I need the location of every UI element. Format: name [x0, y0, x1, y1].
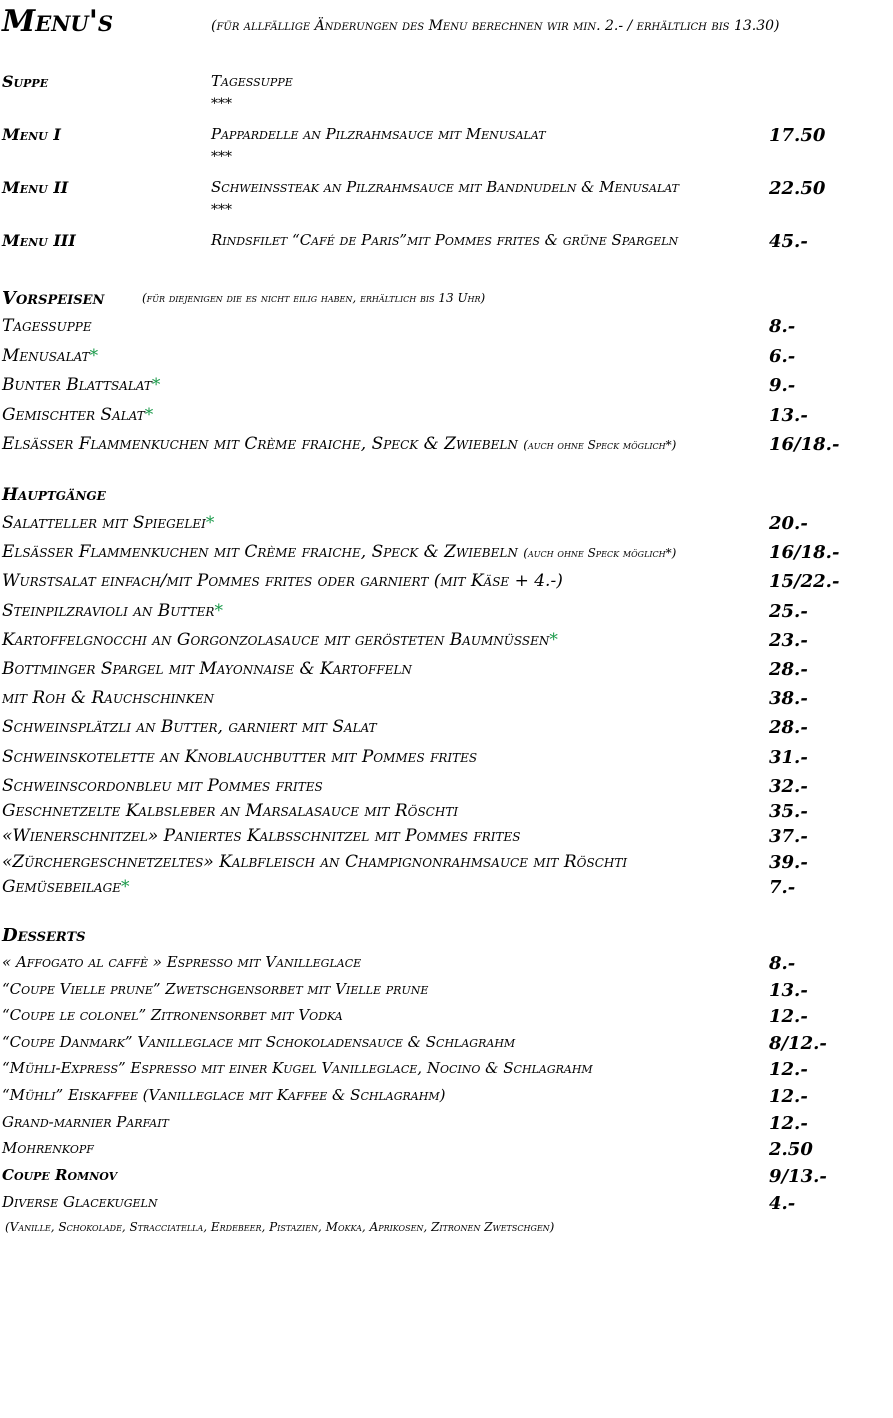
hauptgang-name — [2, 542, 676, 562]
vorspeise-price: 8.- — [769, 316, 796, 337]
vorspeise-name — [2, 346, 98, 366]
vegetarian-star: * — [549, 630, 558, 650]
vorspeise-name-text: Menusalat — [2, 345, 90, 366]
menu-label: Suppe — [2, 72, 49, 91]
desserts-heading: Desserts — [2, 925, 86, 946]
hauptgang-price: 20.- — [769, 513, 808, 534]
vegetarian-star: * — [89, 345, 99, 366]
hauptgang-price: 15/22.- — [769, 571, 840, 592]
vorspeise-price: 6.- — [769, 345, 796, 367]
dessert-price: 12.- — [769, 1113, 808, 1134]
hauptgang-name-text: Steinpilzravioli an Butter — [2, 601, 215, 621]
dessert-name-text: “Mühli” Eiskaffee (Vanilleglace mit Kaffee & Schlagrahm) — [2, 1086, 446, 1104]
vorspeise-name — [2, 434, 676, 454]
dessert-price: 12.- — [769, 1006, 808, 1027]
vorspeise-name-text: Elsässer Flammenkuchen mit Crème fraiche, Speck & Zwiebeln — [2, 434, 518, 454]
dessert-name — [2, 980, 428, 998]
vegetarian-star: * — [151, 375, 161, 395]
menu-dish: Schweinssteak an Pilzrahmsauce mit Bandnudeln & Menusalat — [211, 178, 679, 196]
hauptgang-name-text: Bottminger Spargel mit Mayonnaise & Kartoffeln — [2, 659, 412, 679]
menu-label: Menu I — [2, 125, 61, 144]
dessert-footnote: (Vanille, Schokolade, Stracciatella, Erdebeer, Pistazien, Mokka, Aprikosen, Zitronen Zwetschgen) — [5, 1220, 555, 1234]
dessert-name — [2, 1139, 94, 1157]
dessert-price: 2.50 — [769, 1139, 813, 1160]
vorspeise-name — [2, 405, 153, 425]
hauptgang-name — [2, 747, 477, 767]
hauptgang-name-text: Schweinsplätzli an Butter, garniert mit Salat — [2, 717, 377, 737]
hauptgang-name-text: Schweinscordonbleu mit Pommes frites — [2, 776, 323, 796]
vorspeise-price: 16/18.- — [769, 434, 840, 455]
dessert-name — [2, 1193, 157, 1211]
hauptgang-name — [2, 717, 377, 737]
dessert-name-text: Coupe Romnov — [2, 1166, 118, 1184]
menu-label: Menu III — [2, 231, 76, 250]
vorspeise-name-text: Tagessuppe — [2, 316, 92, 336]
vegetarian-star: * — [144, 404, 154, 425]
hauptgang-name-text: Salatteller mit Spiegelei — [2, 513, 206, 533]
hauptgang-price: 37.- — [769, 826, 808, 847]
vorspeise-price: 13.- — [769, 404, 808, 426]
hauptgang-price: 38.- — [769, 688, 808, 709]
hauptgang-name-text: Schweinskotelette an Knoblauchbutter mit Pommes frites — [2, 747, 478, 767]
hauptgang-name-text: Kartoffelgnocchi an Gorgonzolasauce mit gerösteten Baumnüssen — [2, 630, 550, 650]
vorspeise-name — [2, 375, 160, 395]
menu-price: 45.- — [769, 231, 808, 252]
dessert-name-text: “Coupe le colonel” Zitronensorbet mit Vodka — [2, 1006, 343, 1024]
hauptgang-name — [2, 571, 563, 591]
hauptgang-extra: (auch ohne Speck möglich*) — [523, 546, 677, 560]
hauptgang-name — [2, 877, 130, 897]
dessert-name-text: Diverse Glacekugeln — [2, 1193, 158, 1211]
menu-label: Menu II — [2, 178, 69, 197]
vegetarian-star: * — [121, 877, 130, 897]
dessert-name-text: “Coupe Vielle prune” Zwetschgensorbet mit Vielle prune — [2, 980, 429, 998]
hauptgaenge-heading: Hauptgänge — [2, 485, 106, 505]
hauptgang-price: 16/18.- — [769, 542, 840, 563]
hauptgang-name-text: mit Roh & Rauchschinken — [2, 688, 215, 708]
hauptgang-price: 39.- — [769, 852, 808, 873]
hauptgang-price: 35.- — [769, 801, 808, 822]
hauptgang-name — [2, 801, 458, 821]
page-title: Menu's — [2, 4, 114, 39]
menu-dish: Rindsfilet “Café de Paris”mit Pommes frites & grüne Spargeln — [211, 231, 679, 249]
dessert-name-text: Grand-marnier Parfait — [2, 1113, 169, 1131]
hauptgang-name — [2, 852, 627, 872]
hauptgang-name — [2, 659, 412, 679]
hauptgang-price: 31.- — [769, 747, 808, 768]
dessert-price: 13.- — [769, 980, 808, 1001]
hauptgang-price: 25.- — [769, 601, 808, 622]
hauptgang-name-text: «Wienerschnitzel» Paniertes Kalbsschnitzel mit Pommes frites — [2, 826, 521, 846]
vorspeise-name-text: Gemischter Salat — [2, 404, 145, 425]
hauptgang-name-text: «Zürchergeschnetzeltes» Kalbfleisch an Champignonrahmsauce mit Röschti — [2, 852, 628, 872]
hauptgang-name — [2, 513, 214, 533]
hauptgang-price: 28.- — [769, 659, 808, 680]
dessert-name — [2, 1033, 515, 1051]
menu-separator: *** — [211, 96, 232, 112]
menu-dish: Pappardelle an Pilzrahmsauce mit Menusalat — [211, 125, 546, 143]
hauptgang-name — [2, 688, 214, 708]
hauptgang-name — [2, 601, 223, 621]
vorspeisen-heading: Vorspeisen — [2, 288, 105, 309]
dessert-name-text: Mohrenkopf — [2, 1139, 94, 1157]
dessert-name-text: “Mühli-Express” Espresso mit einer Kugel Vanilleglace, Nocino & Schlagrahm — [2, 1059, 593, 1077]
hauptgang-price: 32.- — [769, 776, 808, 797]
dessert-name — [2, 1113, 169, 1131]
menu-separator: *** — [211, 149, 232, 165]
dessert-name — [2, 1059, 593, 1077]
menu-separator: *** — [211, 202, 232, 218]
dessert-price: 12.- — [769, 1059, 808, 1080]
dessert-price: 12.- — [769, 1086, 808, 1107]
menu-price: 17.50 — [769, 125, 826, 146]
dessert-name — [2, 1166, 117, 1184]
menu-dish: Tagessuppe — [211, 72, 293, 90]
menu-price: 22.50 — [769, 178, 826, 199]
hauptgang-price: 7.- — [769, 877, 796, 898]
vorspeisen-note: (für diejenigen die es nicht eilig haben, erhältlich bis 13 Uhr) — [142, 291, 486, 305]
hauptgang-name-text: Geschnetzelte Kalbsleber an Marsalasauce mit Röschti — [2, 801, 459, 821]
vorspeise-price: 9.- — [769, 375, 796, 396]
dessert-name-text: « Affogato al caffè » Espresso mit Vanilleglace — [2, 953, 362, 971]
hauptgang-name — [2, 826, 520, 846]
hauptgang-name — [2, 776, 323, 796]
dessert-name — [2, 1086, 445, 1104]
dessert-price: 8.- — [769, 953, 796, 974]
vorspeise-extra: (auch ohne Speck möglich*) — [523, 438, 677, 452]
vorspeise-name-text: Bunter Blattsalat — [2, 375, 152, 395]
hauptgang-name-text: Wurstsalat einfach/mit Pommes frites oder garniert (mit Käse + 4.-) — [2, 571, 563, 591]
hauptgang-name-text: Elsässer Flammenkuchen mit Crème fraiche, Speck & Zwiebeln — [2, 542, 518, 562]
vegetarian-star: * — [205, 513, 215, 533]
dessert-price: 4.- — [769, 1193, 796, 1214]
dessert-price: 9/13.- — [769, 1166, 827, 1187]
dessert-price: 8/12.- — [769, 1033, 827, 1054]
dessert-name — [2, 1006, 343, 1024]
dessert-name — [2, 953, 361, 971]
hauptgang-name — [2, 630, 558, 650]
hauptgang-price: 28.- — [769, 717, 808, 738]
vegetarian-star: * — [214, 601, 223, 621]
hauptgang-price: 23.- — [769, 630, 808, 651]
title-note: (für allfällige Änderungen des Menu berechnen wir min. 2.- / erhältlich bis 13.30) — [211, 18, 780, 34]
hauptgang-name-text: Gemüsebeilage — [2, 877, 122, 897]
dessert-name-text: “Coupe Danmark” Vanilleglace mit Schokoladensauce & Schlagrahm — [2, 1033, 516, 1051]
vorspeise-name — [2, 316, 92, 336]
